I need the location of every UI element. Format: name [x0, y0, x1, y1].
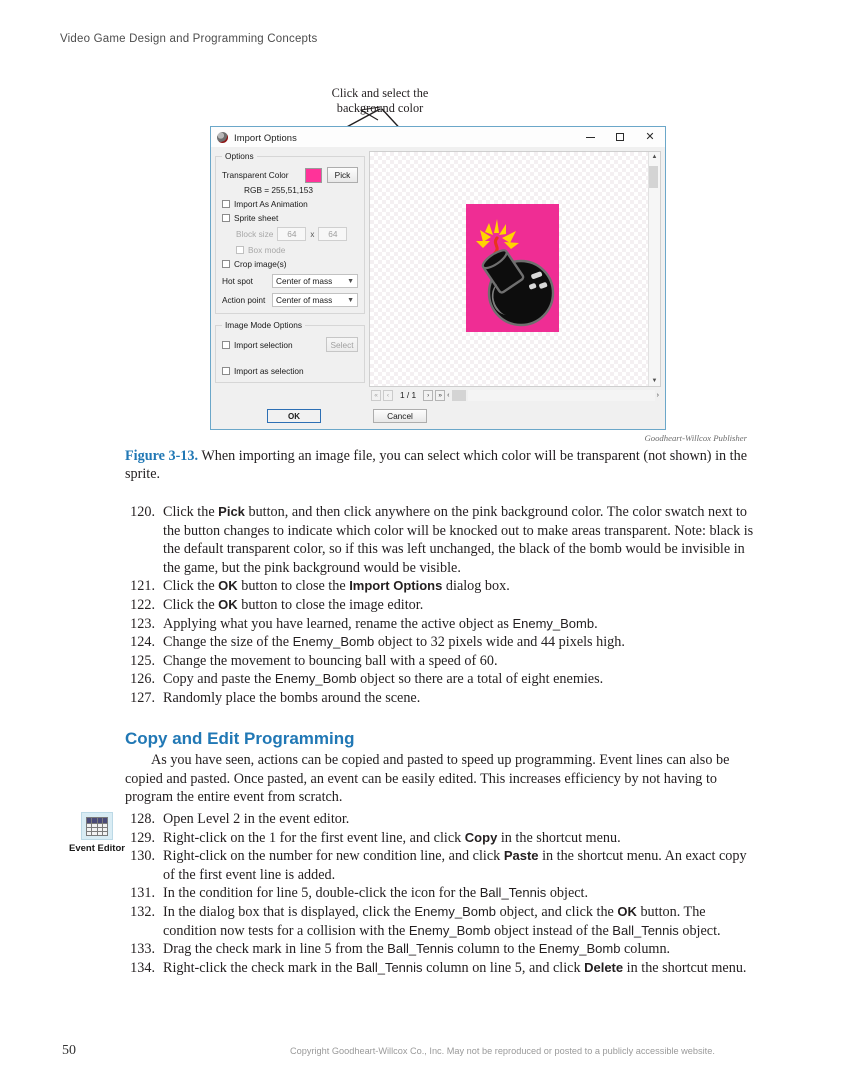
chevron-down-icon: ▼ [347, 277, 354, 285]
options-group [215, 151, 365, 314]
step-number: 122. [130, 596, 155, 613]
app-icon [217, 132, 228, 143]
crop-images-checkbox[interactable] [222, 260, 230, 268]
event-editor-label: Event Editor [69, 843, 125, 854]
preview-navigation-bar [369, 387, 661, 403]
sprite-sheet-label: Sprite sheet [234, 213, 279, 223]
scroll-down-icon[interactable]: ▼ [651, 378, 658, 384]
step-text-run: object to 32 pixels wide and 44 pixels high. [374, 634, 625, 651]
figure-label: Figure 3-13. [125, 448, 199, 464]
box-mode-checkbox[interactable] [236, 246, 244, 254]
block-size-width-input[interactable]: 64 [277, 227, 306, 241]
action-point-select[interactable] [272, 293, 358, 307]
step-text-run: In the condition for line 5, double-click the icon for the [163, 885, 480, 902]
event-editor-icon [81, 812, 113, 840]
step-text-run: Right-click the check mark in the [163, 959, 357, 976]
list-item [125, 940, 757, 959]
step-text [163, 884, 757, 903]
figure-caption [125, 447, 755, 483]
step-number: 130. [130, 848, 155, 865]
action-point-label: Action point [222, 295, 266, 305]
import-selection-checkbox[interactable] [222, 341, 230, 349]
step-text-run: button. The condition now tests for a collision with the [163, 903, 706, 939]
step-number: 120. [130, 504, 155, 520]
object-name: Enemy_Bomb [408, 922, 491, 938]
step-text [163, 596, 757, 615]
scroll-up-icon[interactable]: ▲ [651, 154, 658, 160]
transparent-color-swatch[interactable] [305, 168, 322, 183]
chevron-down-icon: ▼ [347, 296, 354, 304]
list-item [125, 847, 757, 884]
step-text [163, 829, 757, 848]
action-point-value: Center of mass [276, 295, 333, 305]
rgb-value: RGB = 255,51,153 [244, 185, 313, 195]
block-size-x-separator: x [310, 229, 315, 239]
import-as-selection-row[interactable] [222, 366, 358, 376]
emphasis-ui-label: OK [617, 903, 637, 919]
step-text-run: Click the [163, 504, 219, 520]
sprite-sheet-row[interactable] [222, 213, 358, 223]
step-text-run: Click the [163, 596, 219, 613]
step-text [163, 903, 757, 940]
import-selection-label: Import selection [234, 339, 293, 350]
last-page-button[interactable]: » [435, 390, 445, 401]
list-item [125, 884, 757, 903]
object-name: Enemy_Bomb [538, 941, 621, 957]
list-item [125, 810, 757, 829]
options-group-legend: Options [225, 151, 254, 161]
preview-vertical-scrollbar[interactable] [648, 152, 660, 386]
object-name: Ball_Tennis [356, 959, 423, 975]
hscroll-right-icon[interactable]: › [656, 391, 659, 399]
transparent-color-row [222, 167, 358, 183]
block-size-row [222, 227, 358, 241]
list-item [125, 670, 757, 689]
dialog-body [211, 147, 665, 403]
step-number: 129. [130, 829, 155, 846]
object-name: Ball_Tennis [479, 885, 547, 901]
step-text-run: . [594, 615, 598, 632]
copyright-notice: Copyright Goodheart-Willcox Co., Inc. May not be reproduced or posted to a publicly accessible website. [290, 1046, 715, 1056]
page-indicator: 1 / 1 [400, 390, 417, 400]
step-text [163, 959, 757, 978]
import-as-animation-label: Import As Animation [234, 199, 308, 209]
list-item [125, 615, 757, 634]
emphasis-ui-label: Copy [464, 829, 498, 845]
box-mode-row[interactable] [222, 245, 358, 255]
step-text-run: Change the movement to bouncing ball with a speed of 60. [163, 652, 498, 669]
hot-spot-select[interactable] [272, 274, 358, 288]
margin-note-event-editor [68, 812, 126, 854]
object-name: Ball_Tennis [387, 941, 454, 957]
step-text-run: Click the [163, 578, 219, 595]
step-text-run: object. [678, 922, 721, 939]
step-number: 126. [130, 671, 155, 688]
step-text-run: button, and then click anywhere on the pink background color. The color swatch next to the button changes to indicate which color will be knocked out to make areas transparent. Note: black is the default transparent color, so if this was left unchanged, the black of the bomb would be invisible in the game, but the pink background would be visible. [163, 504, 754, 576]
close-icon[interactable]: ✕ [645, 130, 655, 143]
step-number: 134. [130, 959, 155, 976]
list-item [125, 503, 757, 577]
step-text-run: object so there are a total of eight enemies. [356, 671, 604, 688]
step-text [163, 940, 757, 959]
hscroll-thumb[interactable] [452, 390, 466, 401]
list-item [125, 652, 757, 671]
figure-credit: Goodheart-Willcox Publisher [644, 433, 747, 443]
figure-caption-text: When importing an image file, you can select which color will be transparent (not shown) in the sprite. [125, 448, 747, 482]
step-text-run: in the shortcut menu. [497, 829, 621, 846]
import-selection-row[interactable] [222, 337, 358, 352]
object-name: Ball_Tennis [612, 922, 679, 938]
next-page-button[interactable]: › [423, 390, 433, 401]
transparent-color-label: Transparent Color [222, 170, 289, 180]
page-number: 50 [62, 1043, 76, 1058]
emphasis-ui-label: Import Options [349, 578, 443, 594]
hot-spot-label: Hot spot [222, 276, 253, 286]
action-point-row [222, 293, 358, 307]
object-name: Enemy_Bomb [292, 634, 375, 650]
emphasis-ui-label: OK [218, 596, 238, 612]
step-text-run: column to the [453, 941, 539, 958]
step-text-run: Copy and paste the [163, 671, 275, 688]
list-item [125, 959, 757, 978]
step-text [163, 577, 757, 596]
minimize-button[interactable] [575, 127, 605, 147]
crop-images-row[interactable] [222, 259, 358, 269]
pick-button[interactable]: Pick [327, 167, 358, 183]
list-item [125, 577, 757, 596]
step-text-run: column on line 5, and click [422, 959, 585, 976]
block-size-height-input[interactable]: 64 [318, 227, 347, 241]
image-preview-pane[interactable] [369, 151, 661, 387]
dialog-footer [211, 403, 665, 429]
window-controls [575, 127, 665, 147]
list-item [125, 903, 757, 940]
step-text [163, 615, 757, 634]
import-options-dialog [210, 126, 666, 430]
step-text-run: Change the size of the [163, 634, 293, 651]
list-item [125, 829, 757, 848]
step-number: 127. [130, 689, 155, 706]
step-text-run: button to close the [237, 578, 350, 595]
emphasis-ui-label: Pick [218, 504, 245, 519]
box-mode-label: Box mode [248, 245, 286, 255]
step-number: 125. [130, 652, 155, 669]
dialog-title-bar[interactable] [211, 127, 665, 147]
step-text-run: column. [620, 941, 671, 958]
ok-button[interactable]: OK [267, 409, 321, 423]
dialog-title: Import Options [234, 131, 297, 143]
step-number: 123. [130, 615, 155, 632]
step-number: 121. [130, 578, 155, 595]
object-name: Enemy_Bomb [274, 671, 357, 687]
hot-spot-row [222, 274, 358, 288]
select-button[interactable]: Select [326, 337, 358, 352]
step-text-run: In the dialog box that is displayed, click the [163, 903, 415, 920]
emphasis-ui-label: OK [218, 578, 238, 594]
import-as-animation-row[interactable] [222, 199, 358, 209]
step-text-run: Right-click on the 1 for the first event line, and click [163, 829, 465, 846]
procedure-steps-120-127 [125, 503, 757, 708]
first-page-button[interactable]: « [371, 390, 381, 401]
block-size-label: Block size [236, 229, 274, 239]
hscroll-track[interactable] [468, 390, 655, 401]
step-text-run: Drag the check mark in line 5 from the [163, 941, 388, 958]
grid-icon [86, 817, 108, 836]
step-text [163, 689, 757, 708]
preview-column [369, 151, 661, 403]
step-text [163, 810, 757, 829]
scroll-thumb[interactable] [649, 166, 658, 188]
emphasis-ui-label: Paste [503, 848, 539, 864]
object-name: Enemy_Bomb [414, 903, 497, 919]
hot-spot-value: Center of mass [276, 276, 333, 286]
step-text [163, 503, 757, 577]
step-number: 128. [130, 811, 155, 827]
import-as-selection-checkbox[interactable] [222, 367, 230, 375]
emphasis-ui-label: Delete [584, 959, 624, 975]
step-text [163, 670, 757, 689]
import-as-selection-label: Import as selection [234, 366, 304, 376]
section-paragraph: As you have seen, actions can be copied and pasted to speed up programming. Event lines can also be copied and pasted. Once pasted, an event can be easily edited. This increases efficiency by not having to program the entire event from scratch. [125, 752, 730, 806]
step-text-run: in the shortcut menu. [623, 959, 747, 976]
step-text-run: object. [546, 885, 589, 902]
import-options-figure [210, 126, 666, 430]
list-item [125, 689, 757, 708]
step-text-run: Right-click on the number for new condition line, and click [163, 848, 504, 865]
step-text-run: in the shortcut menu. An exact copy of the first event line is added. [163, 848, 747, 883]
step-text [163, 652, 757, 671]
step-text-run: object instead of the [490, 922, 613, 939]
step-text-run: button to close the image editor. [237, 596, 424, 613]
list-item [125, 633, 757, 652]
procedure-steps-128-134 [125, 810, 757, 977]
options-column [215, 151, 365, 403]
cancel-button[interactable]: Cancel [373, 409, 427, 423]
import-as-animation-checkbox[interactable] [222, 200, 230, 208]
callout-line-2: background color [336, 100, 424, 115]
step-text-run: Randomly place the bombs around the scene. [163, 689, 421, 706]
previous-page-button[interactable]: ‹ [383, 390, 393, 401]
crop-images-label: Crop image(s) [234, 259, 287, 269]
step-text-run: object, and click the [496, 903, 618, 920]
list-item [125, 596, 757, 615]
maximize-button[interactable] [605, 127, 635, 147]
step-number: 124. [130, 634, 155, 651]
step-text-run: Open Level 2 in the event editor. [163, 811, 350, 827]
image-mode-group-legend: Image Mode Options [225, 320, 303, 330]
hscroll-left-icon[interactable]: ‹ [447, 391, 450, 399]
bomb-sprite-icon [466, 204, 559, 332]
step-number: 133. [130, 941, 155, 958]
object-name: Enemy_Bomb [512, 615, 595, 631]
step-text-run: Applying what you have learned, rename the active object as [163, 615, 513, 632]
running-head: Video Game Design and Programming Concepts [60, 33, 318, 45]
step-text [163, 633, 757, 652]
preview-horizontal-scrollbar[interactable] [447, 390, 659, 401]
step-number: 131. [130, 885, 155, 902]
step-text-run: dialog box. [442, 578, 510, 595]
step-number: 132. [130, 903, 155, 920]
sprite-sheet-checkbox[interactable] [222, 214, 230, 222]
callout-line-1: Click and select the [331, 86, 429, 100]
section-heading: Copy and Edit Programming [125, 729, 355, 748]
image-mode-options-group [215, 320, 365, 383]
preview-canvas[interactable] [370, 152, 648, 386]
step-text [163, 847, 757, 884]
